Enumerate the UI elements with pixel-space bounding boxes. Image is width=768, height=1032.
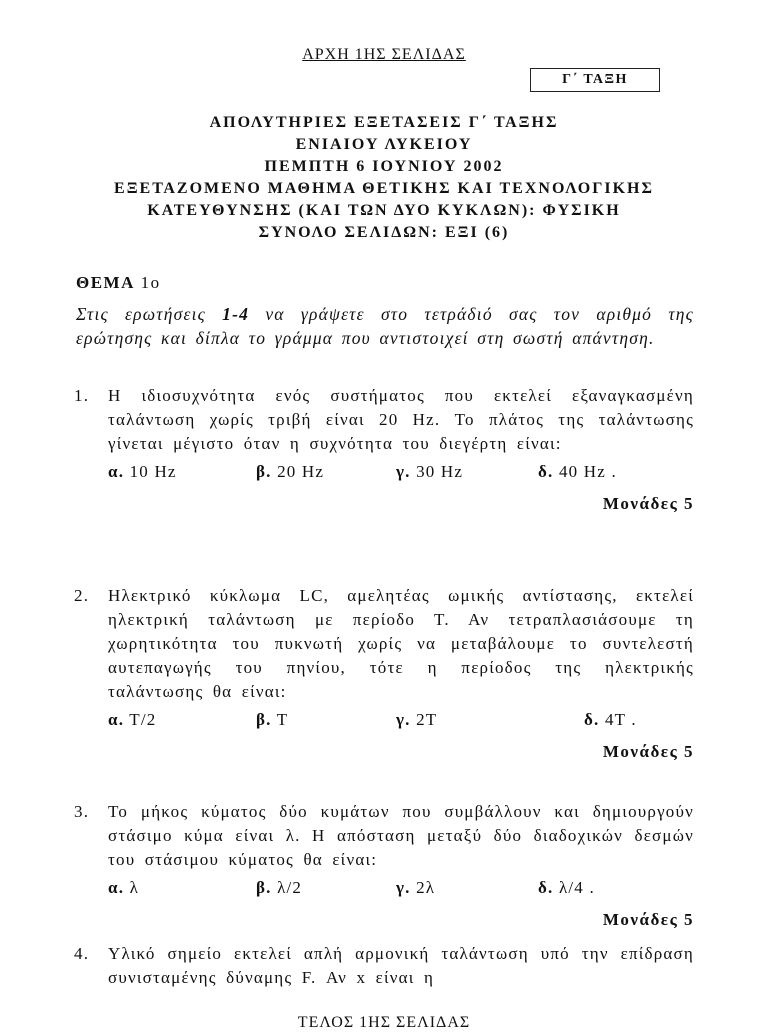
option-b [256,708,288,732]
marks-label: Μονάδες 5 [602,494,694,513]
marks-label: Μονάδες 5 [602,910,694,929]
option-letter: δ. [538,878,554,897]
option-b [256,876,302,900]
instructions-range: 1-4 [222,304,250,324]
option-b [256,460,324,484]
question-1 [74,384,694,516]
answer-options [108,460,694,486]
option-value: λ/4 . [558,878,595,897]
option-value: 4Τ . [604,710,637,729]
instructions [76,302,694,350]
header-line: ΕΝΙΑΙΟΥ ΛΥΚΕΙΟΥ [295,136,473,153]
answer-options [108,876,694,902]
option-value: λ/2 [277,878,303,897]
question-text: Ηλεκτρικό κύκλωμα LC, αμελητέας ωμικής αντίστασης, εκτελεί ηλεκτρική ταλάντωση με περίοδο Τ. Αν τετραπλασιάσουμε τη χωρητικότητα του πυκνωτή χωρίς να μεταβάλουμε το συντελεστή αυτεπαγωγής του πηνίου, τότε η περίοδος της ηλεκτρικής ταλάντωσης θα είναι: [108,586,694,701]
question-number: 1. [74,386,90,405]
theme-heading [76,273,161,293]
option-a [108,460,177,484]
option-d [538,460,617,484]
header-line: ΠΕΜΠΤΗ 6 ΙΟΥΝΙΟΥ 2002 [264,158,504,175]
question-text: Το μήκος κύματος δύο κυμάτων που συμβάλλουν και δημιουργούν στάσιμο κύμα είναι λ. Η απόσταση μεταξύ δύο διαδοχικών δεσμών του στάσιμου κύματος θα είναι: [108,802,694,869]
option-a [108,876,139,900]
option-letter: γ. [396,462,411,481]
question-text: Υλικό σημείο εκτελεί απλή αρμονική ταλάντωση υπό την επίδραση συνισταμένης δύναμης F. Αν x είναι η [108,944,694,987]
option-value: 40 Hz . [558,462,617,481]
instructions-after: να γράψετε στο τετράδιό σας τον αριθμό της ερώτησης και δίπλα το γράμμα που αντιστοιχεί στη σωστή απάντηση. [76,304,694,348]
instructions-before: Στις ερωτήσεις [76,304,223,324]
theme-word: ΘΕΜΑ [76,273,135,292]
option-value: 2Τ [416,710,438,729]
header-line: ΑΠΟΛΥΤΗΡΙΕΣ ΕΞΕΤΑΣΕΙΣ Γ΄ ΤΑΞΗΣ [209,114,559,131]
question-number: 4. [74,944,90,963]
option-value: 10 Hz [129,462,177,481]
page-end-label: ΤΕΛΟΣ 1ΗΣ ΣΕΛΙΔΑΣ [297,1014,471,1031]
option-c [396,876,435,900]
option-value: 30 Hz [416,462,464,481]
page-start-label: ΑΡΧΗ 1ΗΣ ΣΕΛΙΔΑΣ [302,46,466,63]
theme-number: 1ο [140,273,161,292]
marks-label: Μονάδες 5 [602,742,694,761]
option-letter: γ. [396,878,411,897]
answer-options [108,708,694,734]
option-letter: α. [108,878,125,897]
option-c [396,460,463,484]
option-letter: δ. [584,710,600,729]
question-4 [74,942,694,990]
question-2 [74,584,694,764]
option-value: 20 Hz [277,462,325,481]
option-value: Τ/2 [129,710,157,729]
option-letter: δ. [538,462,554,481]
option-letter: β. [256,710,272,729]
option-d [584,708,637,732]
option-c [396,708,437,732]
header-line: ΣΥΝΟΛΟ ΣΕΛΙΔΩΝ: ΕΞΙ (6) [258,224,510,241]
question-3 [74,800,694,932]
exam-header [40,112,728,244]
option-letter: α. [108,462,125,481]
option-d [538,876,595,900]
class-box: Γ΄ ΤΑΞΗ [530,68,660,92]
option-value: λ [129,878,140,897]
question-number: 2. [74,586,90,605]
question-text: Η ιδιοσυχνότητα ενός συστήματος που εκτελεί εξαναγκασμένη ταλάντωση χωρίς τριβή είναι 20 Hz. Το πλάτος της ταλάντωσης γίνεται μέγιστο όταν η συχνότητα του διεγέρτη είναι: [108,386,694,453]
option-letter: γ. [396,710,411,729]
option-value: Τ [276,710,289,729]
option-letter: α. [108,710,125,729]
header-line: ΕΞΕΤΑΖΟΜΕΝΟ ΜΑΘΗΜΑ ΘΕΤΙΚΗΣ ΚΑΙ ΤΕΧΝΟΛΟΓΙΚΗΣ [114,180,654,197]
header-line: ΚΑΤΕΥΘΥΝΣΗΣ (ΚΑΙ ΤΩΝ ΔΥΟ ΚΥΚΛΩΝ): ΦΥΣΙΚΗ [147,202,621,219]
option-letter: β. [256,878,272,897]
option-a [108,708,157,732]
option-letter: β. [256,462,272,481]
question-number: 3. [74,802,90,821]
option-value: 2λ [416,878,436,897]
